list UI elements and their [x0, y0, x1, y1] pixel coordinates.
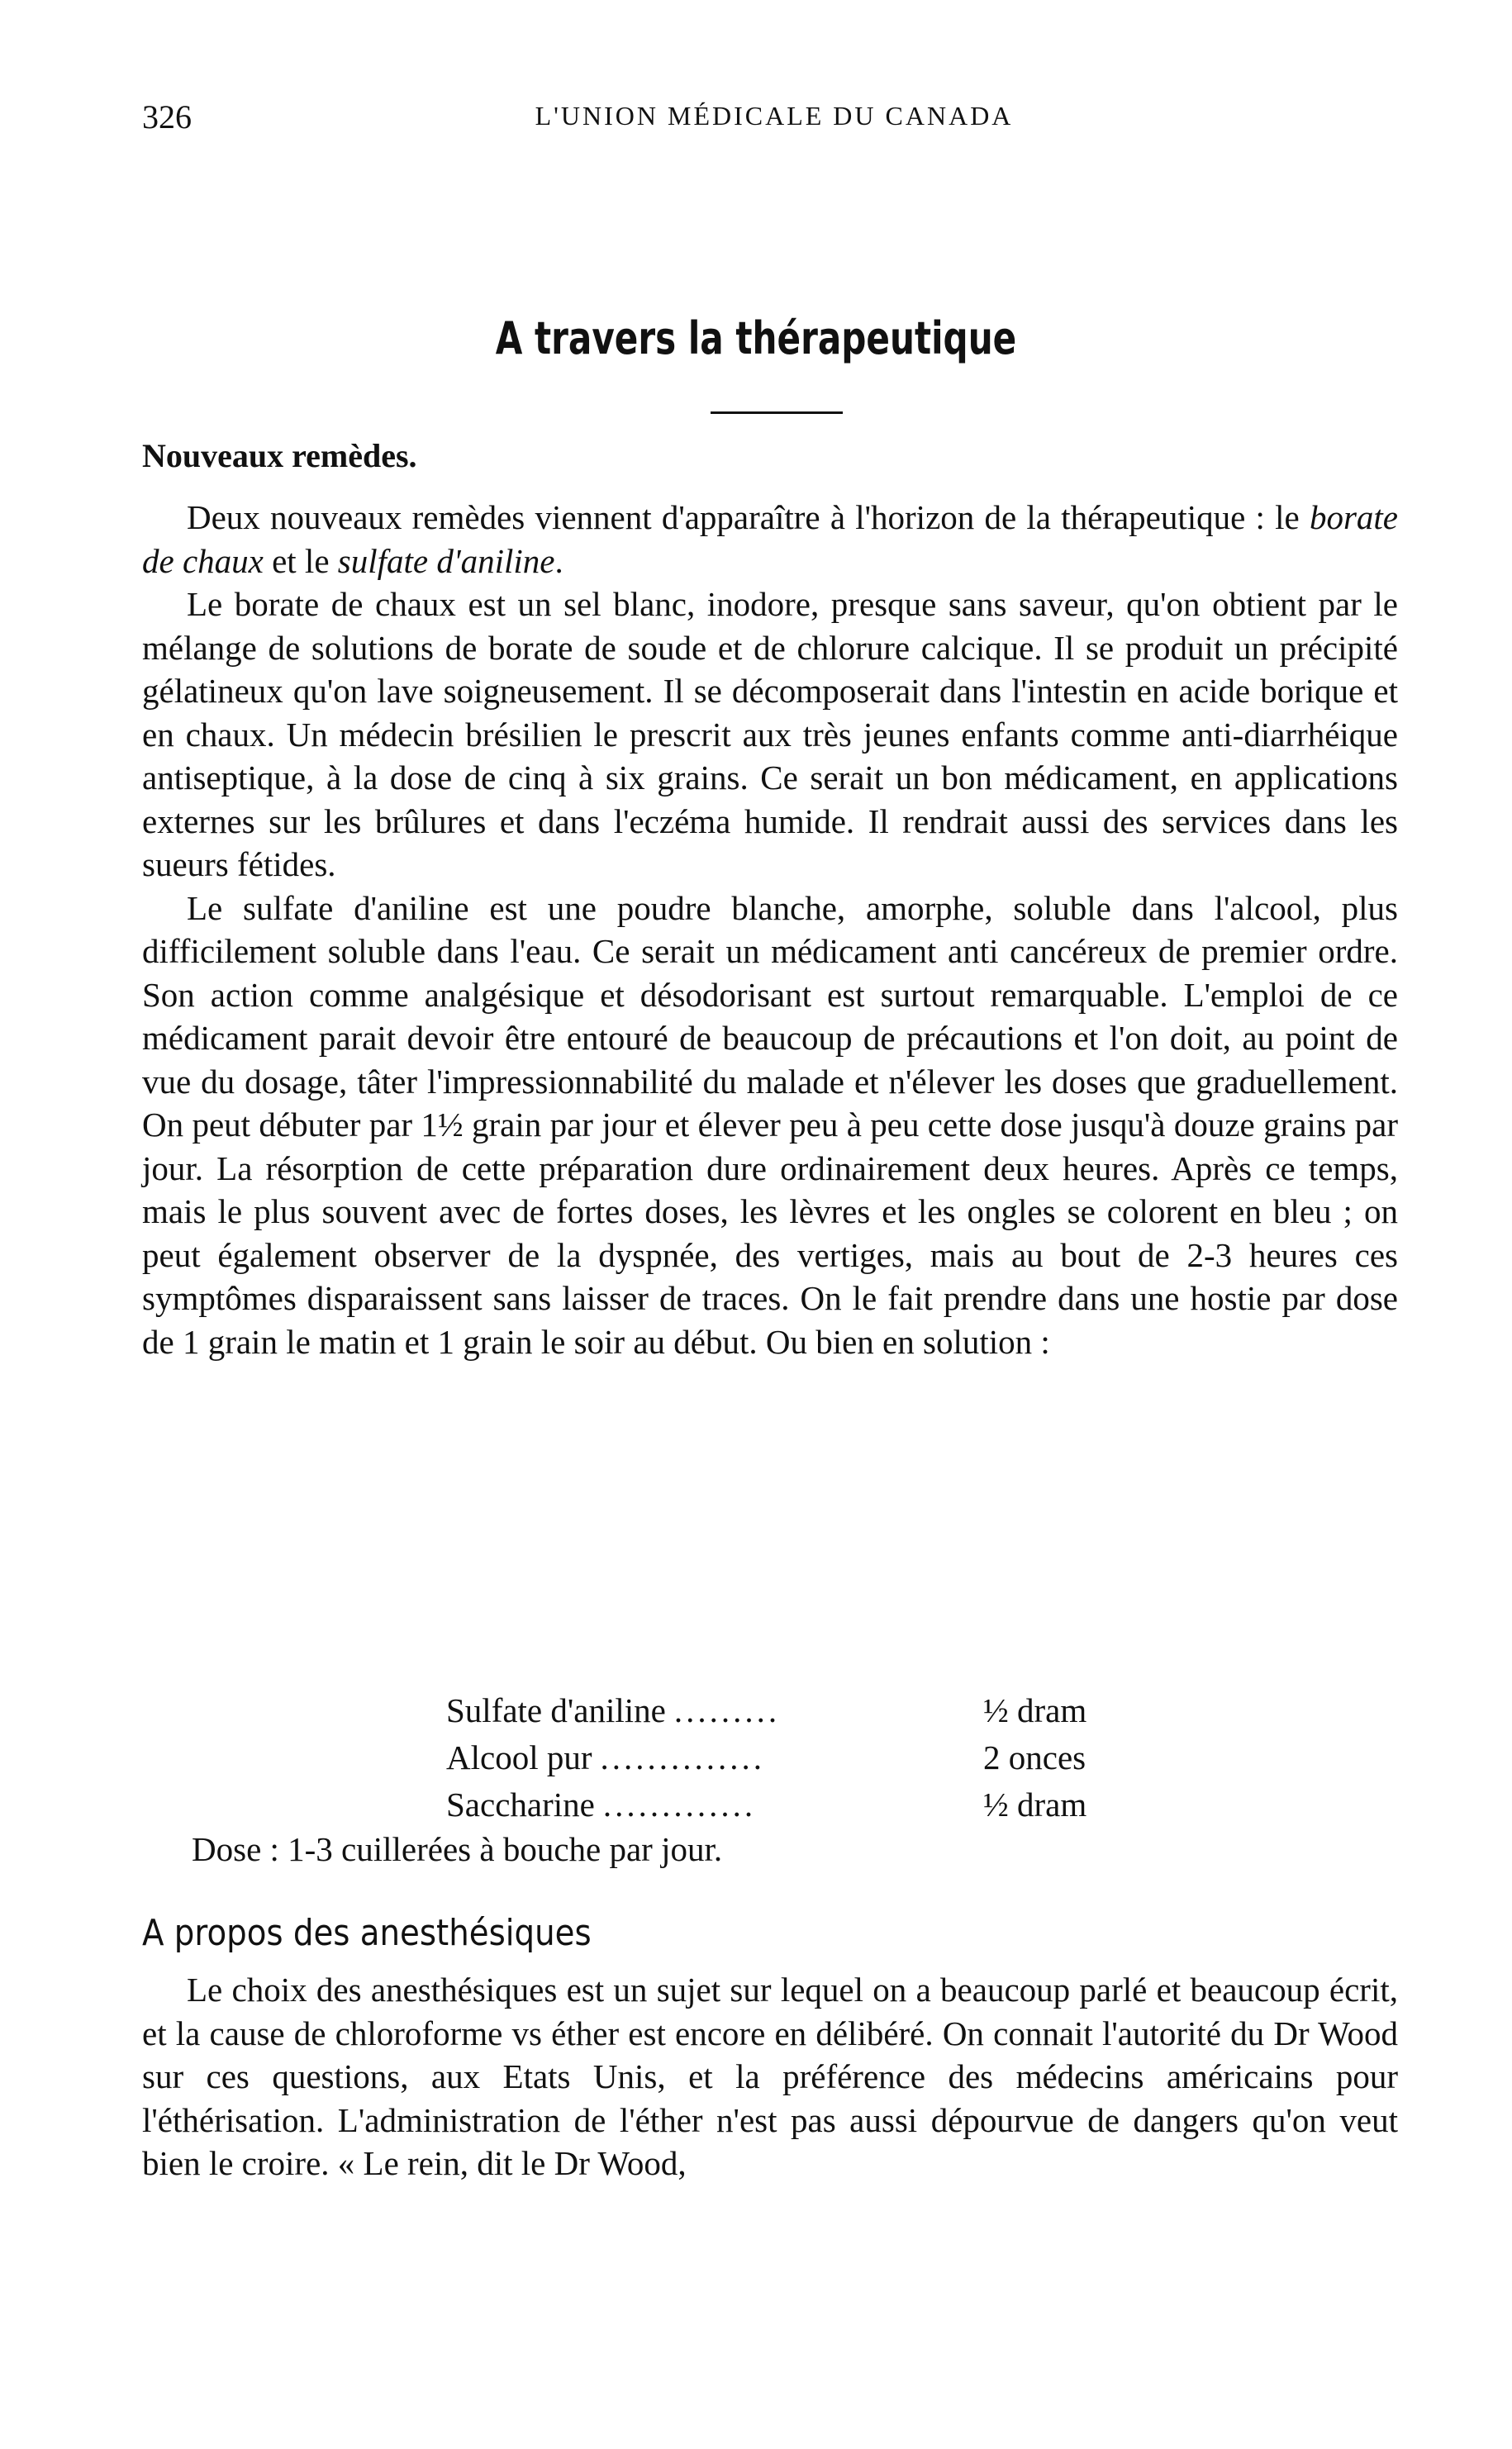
formula-row — [446, 1687, 1124, 1734]
formula-quantity: ½ dram — [983, 1691, 1087, 1729]
running-head — [142, 97, 1406, 147]
intro-italic-borate: borate de chaux — [142, 498, 1398, 580]
paragraph-sulfate: Le sulfate d'aniline est une poudre blanche, amorphe, soluble dans l'alcool, plus difficilement soluble dans l'eau. Ce serait un médicament anti cancéreux de premier ordre. Son action comme analgésique et désodorisant est surtout remarquable. L'emploi de ce médicament parait devoir être entouré de beaucoup de précautions et l'on doit, au point de vue du dosage, tâter l'impressionnabilité du malade et n'élever les doses que graduellement. On peut débuter par 1½ grain par jour et élever peu à peu cette dose jusqu'à douze grains par jour. La résorption de cette préparation dure ordinairement deux heures. Après ce temps, mais le plus souvent avec de fortes doses, les lèvres et les ongles se colorent en bleu ; on peut également observer de la dyspnée, des vertiges, mais au bout de 2-3 heures ces symptômes disparaissent sans laisser de traces. On le fait prendre dans une hostie par dose de 1 grain le matin et 1 grain le soir au début. Ou bien en solution : — [142, 888, 1398, 1361]
subheading-nouveaux-remedes: Nouveaux remèdes. — [142, 437, 417, 474]
formula-row — [446, 1734, 1124, 1781]
prescription-formula — [446, 1687, 1124, 1828]
paragraph-anesthesiques: Le choix des anesthésiques est un sujet sur lequel on a beaucoup parlé et beaucoup écrit, et la cause de chloroforme vs éther est encore en délibéré. On connait l'autorité du Dr Wood sur ces questions, aux Etats Unis, et la préférence des médecins américains pour l'éthérisation. L'administration de l'éther n'est pas aussi dépourvue de dangers qu'on veut bien le croire. « Le rein, dit le Dr Wood, — [142, 1971, 1398, 2182]
paragraph-borate: Le borate de chaux est un sel blanc, inodore, presque sans saveur, qu'on obtient par le mélange de solutions de borate de soude et de chlorure calcique. Il se produit un précipité gélatineux qu'on lave soigneusement. Il se décomposerait dans l'intestin en acide borique et en chaux. Un médecin brésilien le prescrit aux très jeunes enfants comme anti-diarrhéique antiseptique, à la dose de cinq à six grains. Ce serait un bon médicament, en applications externes sur les brûlures et dans l'eczéma humide. Il rendrait aussi des services dans les sueurs fétides. — [142, 585, 1398, 883]
page-number: 326 — [142, 98, 192, 136]
journal-title: L'UNION MÉDICALE DU CANADA — [535, 101, 1014, 131]
subheading-anesthesiques: A propos des anesthésiques — [142, 1912, 592, 1954]
formula-leader-dots: ............. — [602, 1786, 757, 1824]
formula-leader-dots: ......... — [673, 1691, 781, 1729]
intro-text-2: et le — [263, 541, 338, 580]
dose-line: Dose : 1-3 cuillerées à bouche par jour. — [192, 1830, 723, 1868]
formula-ingredient: Sulfate d'aniline — [446, 1691, 666, 1729]
article-body-remedes — [142, 496, 1398, 1363]
formula-quantity: ½ dram — [983, 1786, 1087, 1824]
title-rule — [711, 411, 843, 414]
article-body-anesthesiques — [142, 1968, 1398, 2185]
formula-ingredient: Saccharine — [446, 1786, 595, 1824]
formula-row — [446, 1781, 1124, 1828]
formula-quantity: 2 onces — [983, 1738, 1086, 1776]
section-title: A travers la thérapeutique — [495, 312, 1017, 364]
formula-ingredient: Alcool pur — [446, 1738, 592, 1776]
intro-text-1: Deux nouveaux remèdes viennent d'apparaître à l'horizon de la thérapeutique : le — [187, 498, 1310, 536]
paragraph-intro — [142, 496, 1398, 583]
intro-italic-sulfate: sulfate d'aniline — [337, 541, 555, 580]
formula-leader-dots: .............. — [600, 1738, 765, 1776]
intro-text-3: . — [554, 541, 563, 580]
